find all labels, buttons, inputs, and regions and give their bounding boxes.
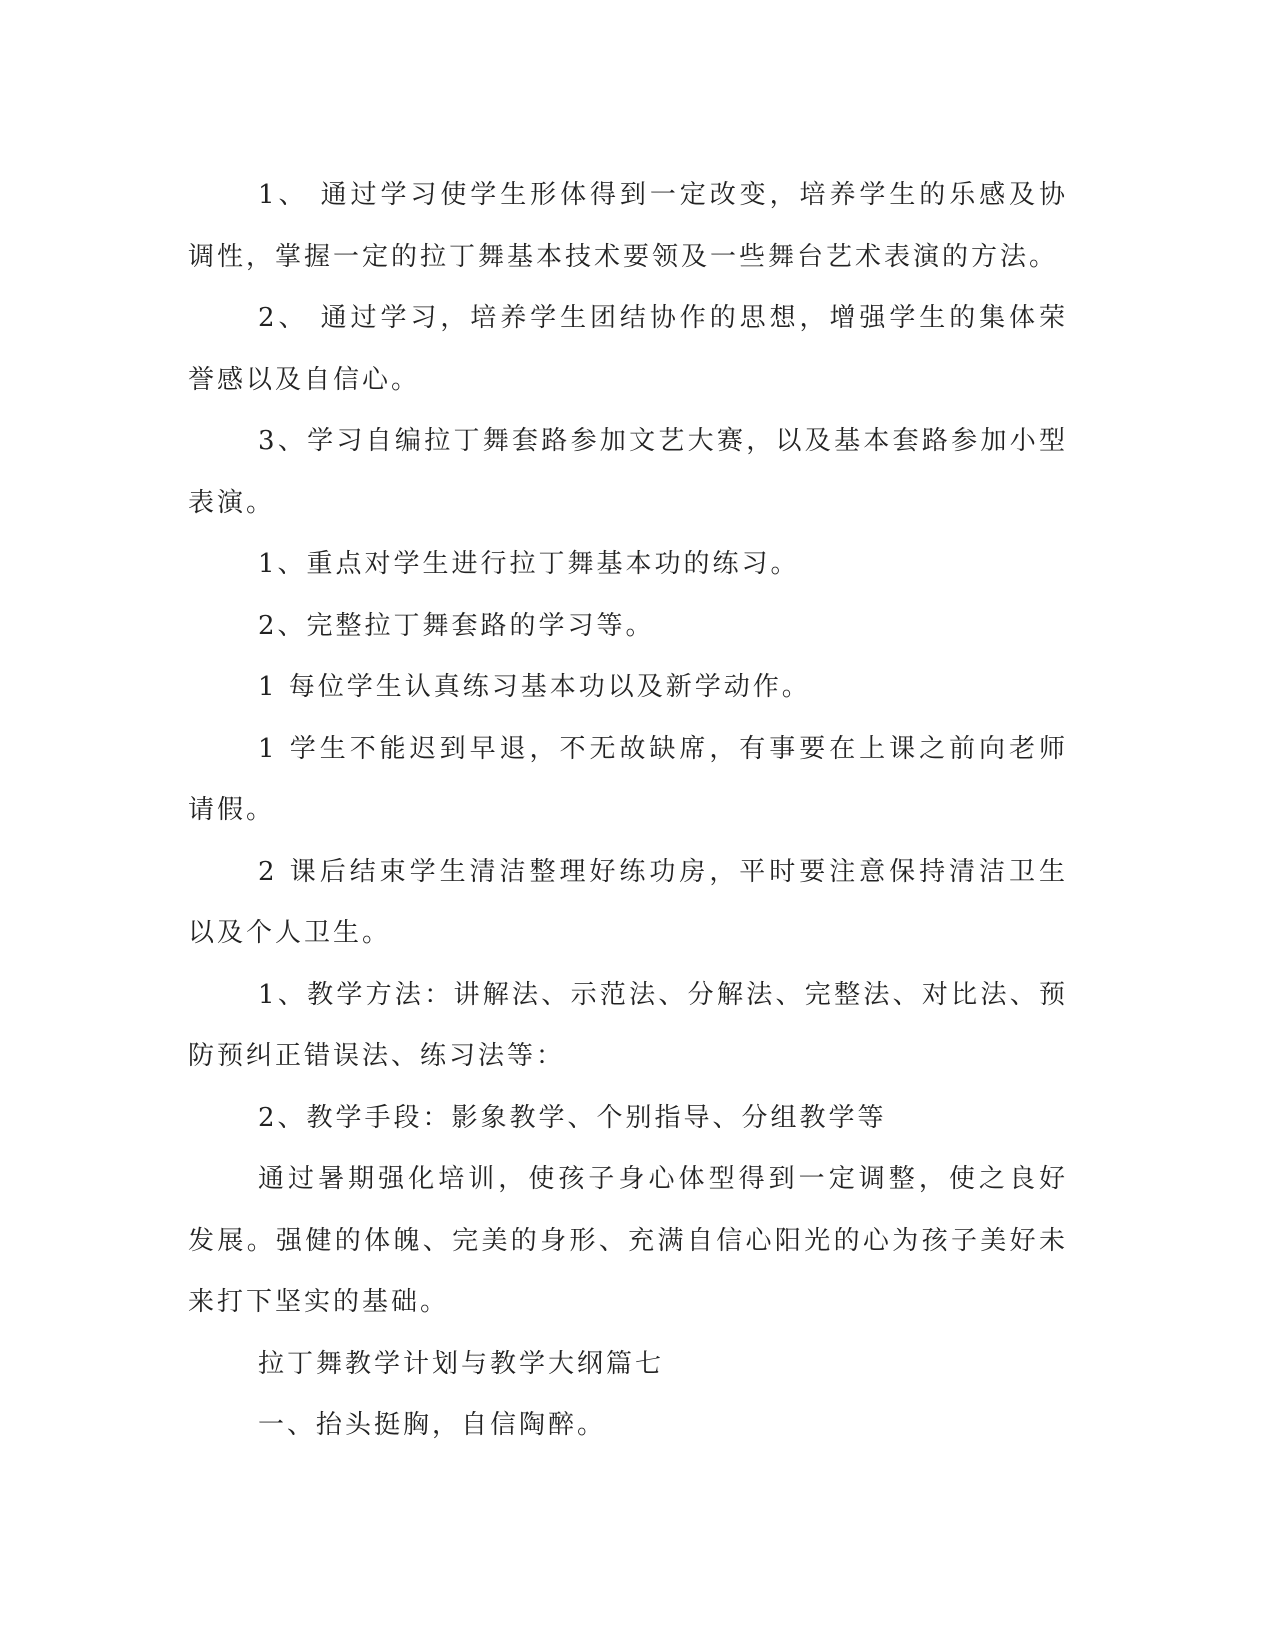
paragraph-method-2: 2、教学手段：影象教学、个别指导、分组教学等 (258, 1102, 887, 1133)
paragraph-rule-2: 2 课后结束学生清洁整理好练功房，平时要注意保持清洁卫生以及个人卫生。 (188, 856, 1068, 948)
paragraph-goal-3: 3、学习自编拉丁舞套路参加文艺大赛，以及基本套路参加小型表演。 (188, 426, 1068, 518)
paragraph-goal-1: 1、 通过学习使学生形体得到一定改变，培养学生的乐感及协调性，掌握一定的拉丁舞基本技术要领及一些舞台艺术表演的方法。 (188, 180, 1068, 272)
paragraph-content-1: 1、重点对学生进行拉丁舞基本功的练习。 (258, 549, 800, 579)
paragraph-requirement-1: 1 每位学生认真练习基本功以及新学动作。 (258, 672, 811, 702)
paragraph-rule-1: 1 学生不能迟到早退，不无故缺席，有事要在上课之前向老师请假。 (188, 733, 1068, 825)
section-heading: 拉丁舞教学计划与教学大纲篇七 (258, 1348, 665, 1379)
paragraph-method-1: 1、教学方法：讲解法、示范法、分解法、完整法、对比法、预防预纠正错误法、练习法等： (188, 979, 1068, 1071)
paragraph-goal-2: 2、 通过学习，培养学生团结协作的思想，增强学生的集体荣誉感以及自信心。 (188, 303, 1068, 395)
paragraph-content-2: 2、完整拉丁舞套路的学习等。 (258, 610, 655, 641)
document-body (188, 165, 1068, 1457)
paragraph-point-1: 一、抬头挺胸，自信陶醉。 (258, 1410, 607, 1440)
paragraph-summary: 通过暑期强化培训，使孩子身心体型得到一定调整，使之良好发展。强健的体魄、完美的身形、充满自信心阳光的心为孩子美好未来打下坚实的基础。 (188, 1164, 1068, 1317)
